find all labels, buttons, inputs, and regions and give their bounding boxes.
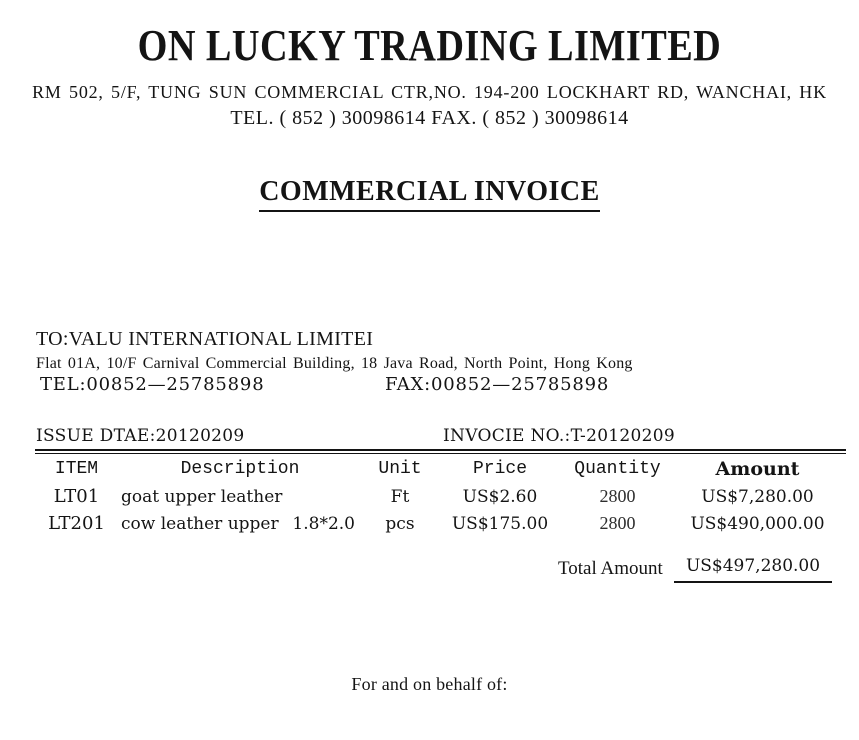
column-header-item: ITEM bbox=[54, 459, 99, 479]
total-amount-label: Total Amount bbox=[558, 558, 663, 579]
bill-to-tel: TEL:00852—25785898 bbox=[40, 374, 265, 395]
company-name-text: ON LUCKY TRADING LIMITED bbox=[137, 21, 722, 70]
bill-to-address: Flat 01A, 10/F Carnival Commercial Building, 18 Java Road, North Point, Hong Kong bbox=[36, 355, 633, 372]
rule-thick-line bbox=[35, 449, 846, 451]
column-header-price: Price bbox=[472, 459, 527, 479]
issue-date: ISSUE DTAE:20120209 bbox=[36, 426, 245, 446]
company-name bbox=[0, 21, 859, 70]
doc-title: COMMERCIAL INVOICE bbox=[259, 176, 600, 212]
row2-description bbox=[115, 510, 365, 537]
row1-quantity: 2800 bbox=[599, 486, 636, 506]
row2-amount: US$490,000.00 bbox=[690, 513, 825, 534]
column-header-amount: Amount bbox=[715, 458, 800, 480]
bill-to-name: TO:VALU INTERNATIONAL LIMITEI bbox=[36, 328, 374, 350]
row1-description bbox=[115, 483, 365, 510]
signature-label: For and on behalf of: bbox=[351, 674, 508, 694]
row1-price: US$2.60 bbox=[462, 486, 538, 507]
row1-amount: US$7,280.00 bbox=[701, 486, 814, 507]
row2-spec: 1.8*2.0 bbox=[292, 513, 355, 534]
column-header-quantity: Quantity bbox=[574, 459, 661, 479]
items-table bbox=[38, 456, 845, 537]
bill-to-telfax-row bbox=[0, 374, 859, 398]
column-header-description: Description bbox=[180, 459, 300, 479]
double-rule bbox=[35, 449, 846, 454]
row2-price: US$175.00 bbox=[451, 513, 549, 534]
row1-item-code: LT01 bbox=[53, 486, 100, 507]
row2-quantity: 2800 bbox=[599, 513, 636, 533]
row2-item-code: LT201 bbox=[48, 513, 105, 534]
rule-thin-line bbox=[35, 453, 846, 454]
row2-description-text: cow leather upper bbox=[121, 513, 279, 534]
row1-unit: Ft bbox=[390, 486, 410, 507]
company-address: RM 502, 5/F, TUNG SUN COMMERCIAL CTR,NO. 194-200 LOCKHART RD, WANCHAI, HK bbox=[32, 82, 827, 102]
company-tel-fax: TEL. ( 852 ) 30098614 FAX. ( 852 ) 30098614 bbox=[230, 107, 629, 129]
bill-to-fax: FAX:00852—25785898 bbox=[385, 374, 610, 395]
doc-title-wrap bbox=[0, 176, 859, 212]
row1-description-text: goat upper leather bbox=[121, 486, 283, 507]
invoice-number: INVOCIE NO.:T-20120209 bbox=[443, 426, 676, 446]
total-row bbox=[0, 556, 859, 584]
column-header-unit: Unit bbox=[378, 459, 422, 479]
meta-row bbox=[0, 426, 859, 450]
total-amount-value: US$497,280.00 bbox=[674, 556, 832, 583]
row2-unit: pcs bbox=[385, 513, 415, 534]
